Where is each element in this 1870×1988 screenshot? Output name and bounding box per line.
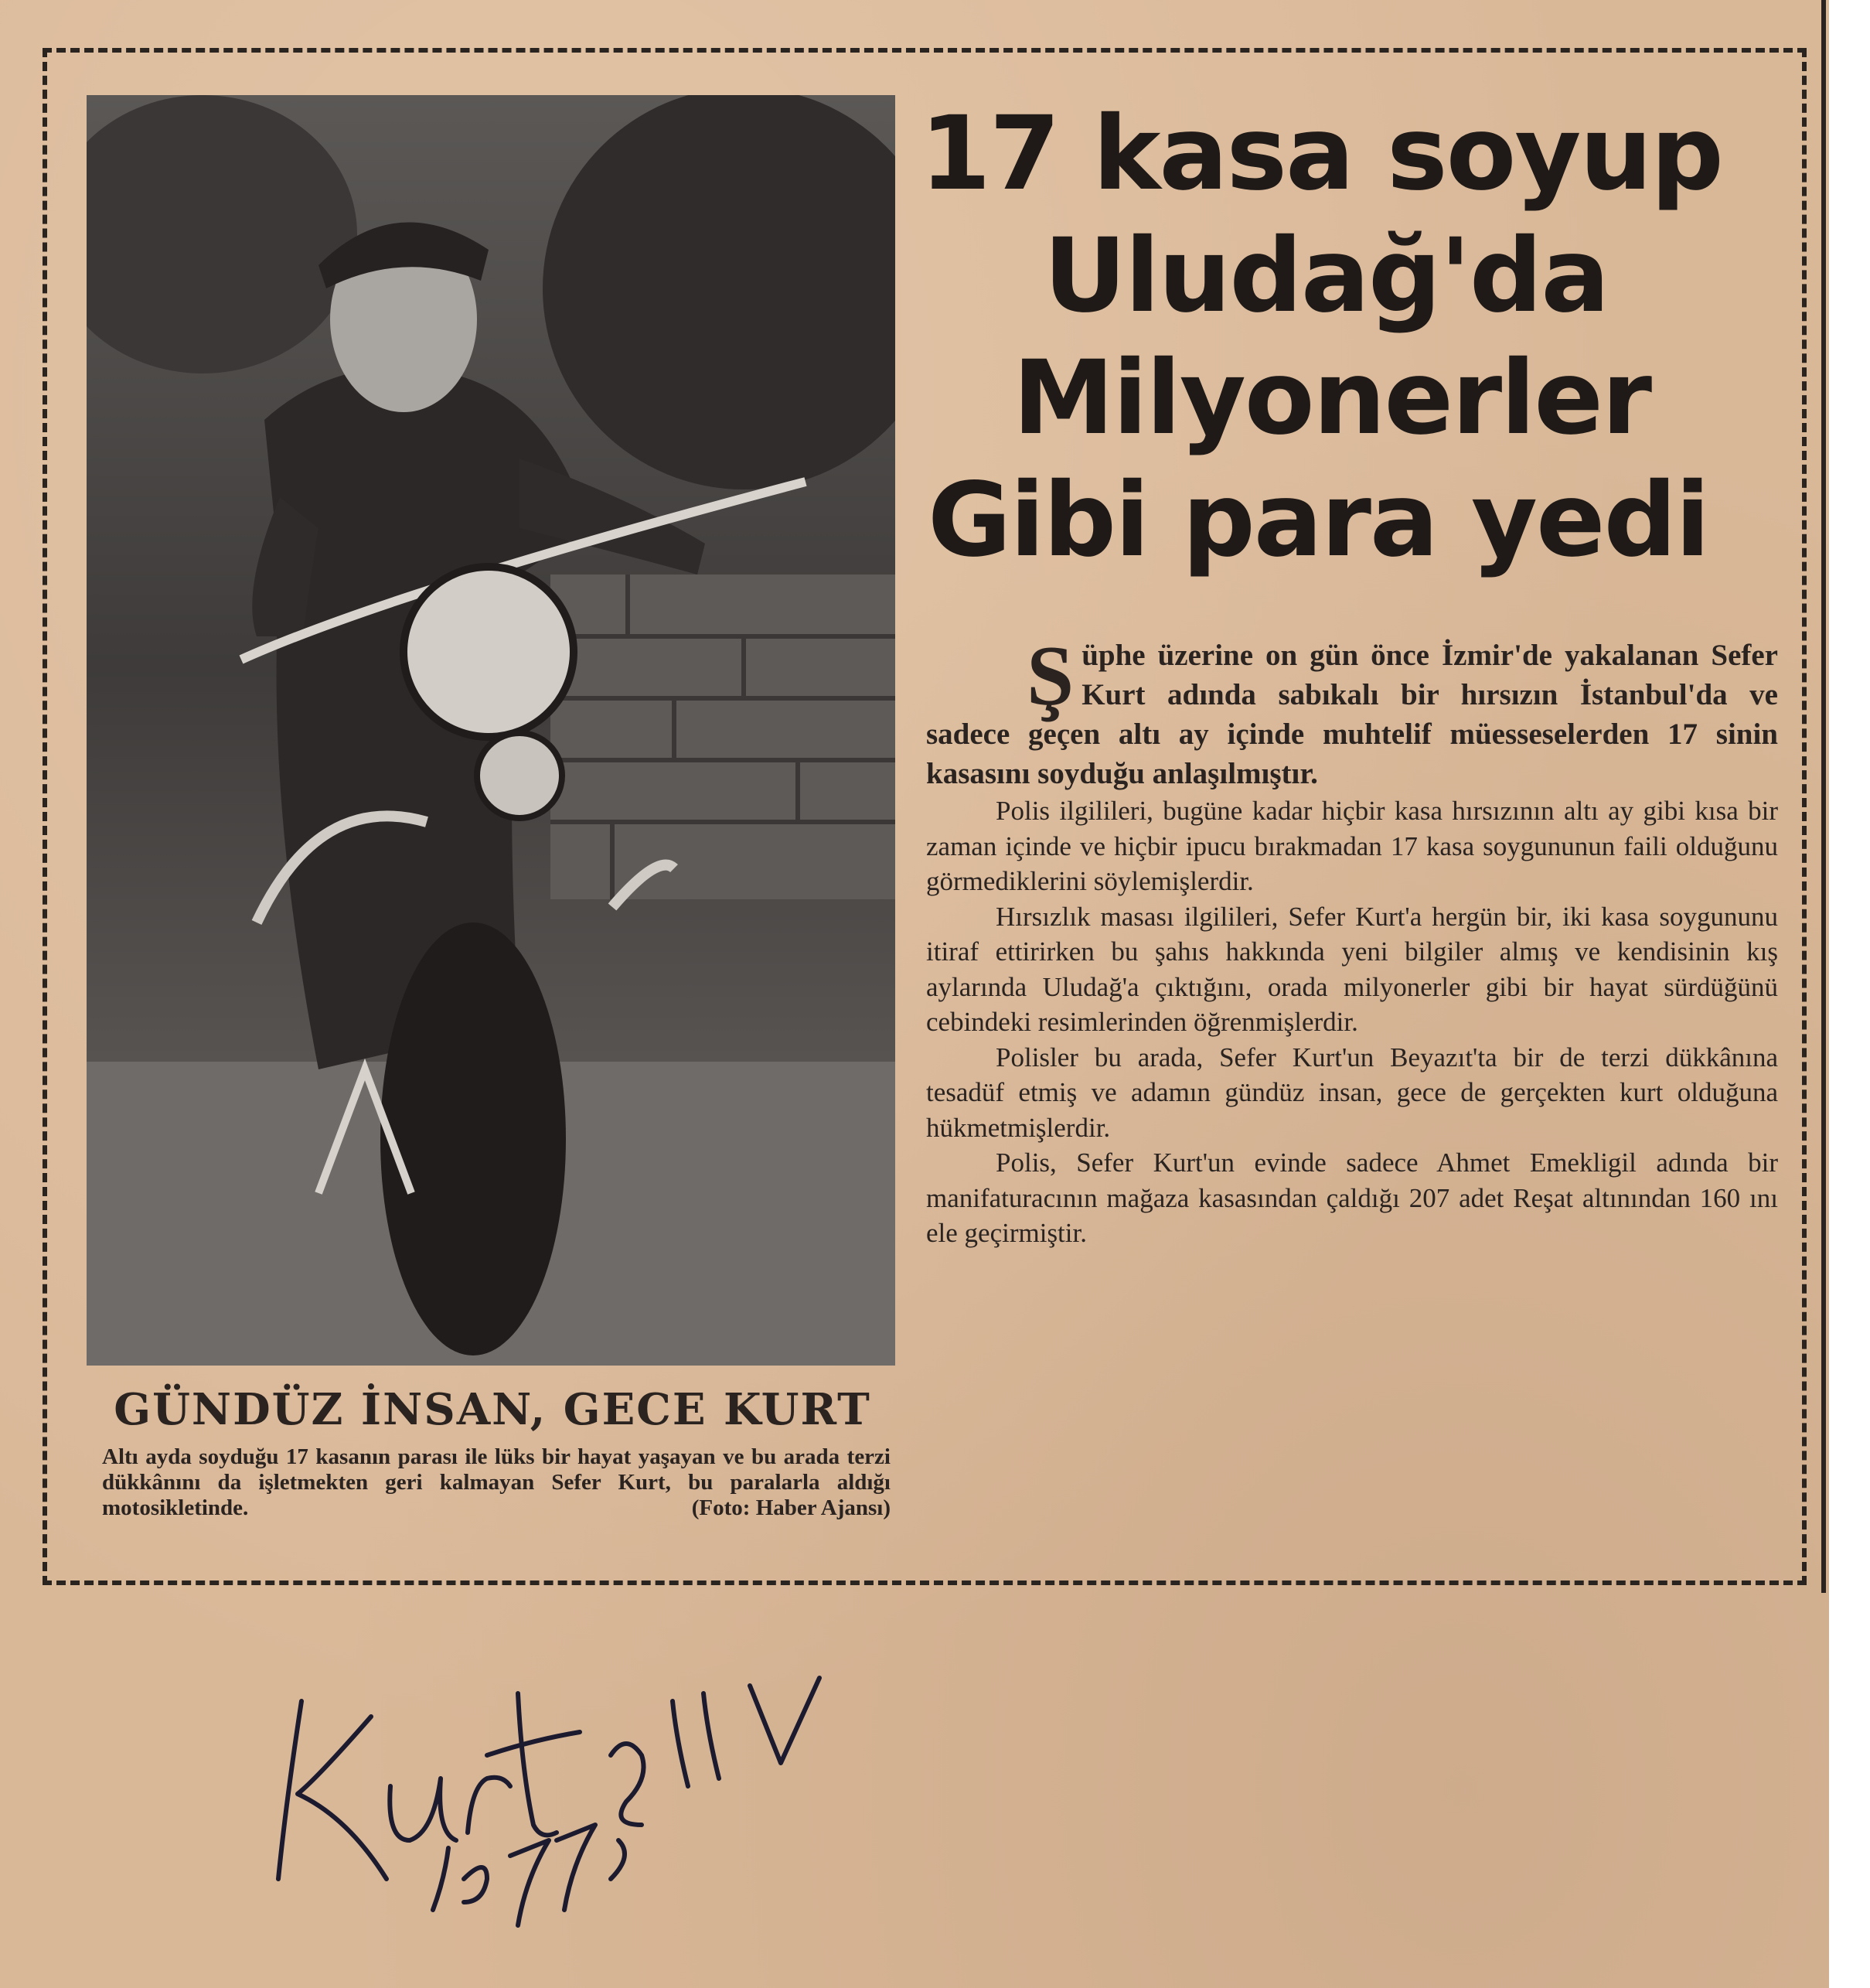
photo-caption (102, 1444, 891, 1521)
news-photo-man-on-motorcycle (87, 95, 895, 1366)
article-paragraph-3: Polisler bu arada, Sefer Kurt'un Beyazıt'ta bir de terzi dükkânına tesadüf etmiş ve adamın gündüz insan, gece de gerçekten kurt olduğuna hükmetmişlerdir. (926, 1042, 1778, 1143)
headline-line-4: Gibi para yedi (928, 461, 1709, 580)
photo-caption-text: Altı ayda soyduğu 17 kasanın parası ile lüks bir hayat yaşayan ve bu arada terzi dükkânını da işletmekten geri kalmayan Sefer Kurt, bu paralarla aldığı motosikletinde. (102, 1444, 891, 1520)
article-paragraph-2: Hırsızlık masası ilgilileri, Sefer Kurt'a hergün bir, iki kasa soygununu itiraf ettirirken bu şahıs hakkında yeni bilgiler almış ve kendisinin kış aylarında Uludağ'a çıktığını, orada milyonerler gibi bir hayat sürdüğünü cebindeki resimlerinden öğrenmişlerdir. (926, 901, 1778, 1037)
headline-line-2: Uludağ'da (1044, 217, 1609, 336)
photo-illustration (87, 95, 895, 1366)
photo-caption-title: GÜNDÜZ İNSAN, GECE KURT (114, 1384, 871, 1435)
drop-cap: Ş (1027, 629, 1075, 723)
headline-line-3: Milyonerler (1013, 339, 1651, 458)
photo-credit: (Foto: Haber Ajansı) (691, 1495, 891, 1520)
article-lead (926, 629, 1778, 793)
article-paragraph-4: Polis, Sefer Kurt'un evinde sadece Ahmet Emekligil adında bir manifaturacının mağaza kasasından çaldığı 207 adet Reşat altınından 160 ını ele geçirmiştir. (926, 1147, 1778, 1248)
clipping-edge-shadow (1821, 0, 1826, 1593)
handwritten-note-kurt-1977 (255, 1647, 951, 1972)
lead-text: üphe üzerine on gün önce İzmir'de yakalanan Sefer Kurt adında sabıkalı bir hırsızın İstanbul'da ve sadece geçen altı ay içinde muhtelif müesseselerden 17 sinin kasasını soyduğu anlaşılmıştır. (926, 639, 1778, 790)
article-body (926, 629, 1778, 1251)
headline-line-1: 17 kasa soyup (920, 94, 1722, 213)
article-paragraph-1: Polis ilgilileri, bugüne kadar hiçbir kasa hırsızının altı ay gibi kısa bir zaman içinde ve hiçbir ipucu bırakmadan 17 kasa soygununun faili olduğunu görmediklerini söylemişlerdir. (926, 796, 1778, 896)
headline (920, 93, 1809, 581)
